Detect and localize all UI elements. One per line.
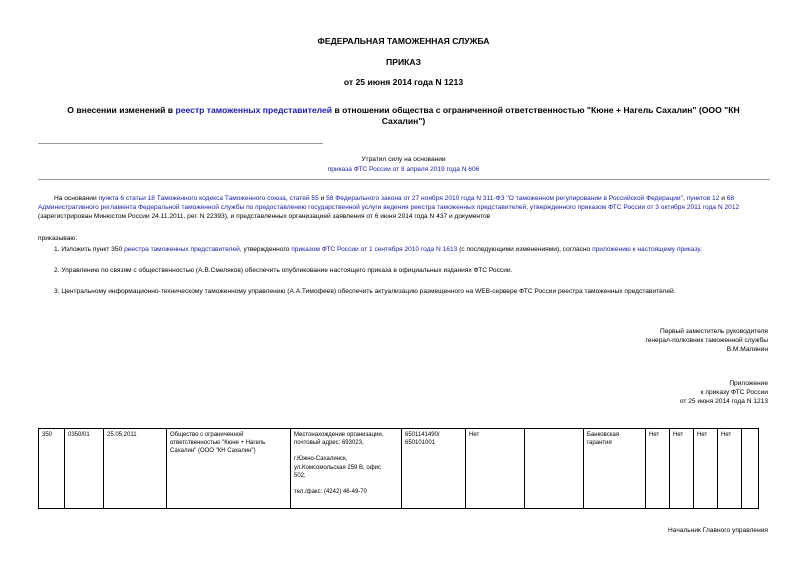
org-line: Сахалин" (ООО "КН Сахалин") [170, 448, 256, 455]
preamble-text: и [318, 195, 327, 202]
cell-organization [167, 429, 291, 509]
register-link[interactable]: реестра таможенных представителей [124, 246, 240, 253]
preamble-text: (зарегистрирован Минюстом России 24.11.2011, рег. N 22393), и представленных организацией заявления от 6 июня 2014 года N 437 и документов [38, 213, 491, 221]
divider-top [38, 143, 323, 144]
preamble-text: , [682, 195, 685, 202]
address-line: почтовый адрес: 693023, [294, 440, 364, 447]
address-line: 502; [294, 472, 306, 479]
order-item-2: 2. Управлению по связям с общественностью (А.В.Смеляков) обеспечить опубликование настоящего приказа в официальных изданиях ФТС России. [54, 267, 513, 274]
order-word: приказываю: [38, 235, 78, 242]
customs-code-link[interactable]: пункта 6 статьи 18 Таможенного кодекса Таможенного союза [98, 195, 286, 202]
admin-regulation-link[interactable]: 68 Административного регламента Федеральной таможенной службы по предоставлению государственной услуги ведения реестра таможенных представителей, утвержденного приказом ФТС России от 3 октября 2011 года N 2012 [38, 195, 740, 212]
cell-col12: Нет [694, 429, 718, 509]
address-line: Местонахождение организации, [294, 432, 384, 438]
guarantee-line: гарантия [587, 440, 612, 447]
table-row [39, 429, 759, 509]
address-line: г.Южно-Сахалинск, [294, 456, 348, 463]
cell-col7: Нет [466, 429, 525, 509]
repeal-note: Утратил силу на основании [361, 156, 446, 163]
order-item-1 [54, 245, 768, 254]
federal-law-link[interactable]: 58 Федерального закона от 27 ноября 2010 года N 311-ФЗ "О таможенном регулировании в Российской Федерации" [326, 195, 683, 202]
signature-rank: генерал-полковник таможенной службы [645, 337, 768, 345]
cell-address [291, 429, 402, 509]
agency-name: ФЕДЕРАЛЬНАЯ ТАМОЖЕННАЯ СЛУЖБА [317, 36, 490, 46]
order-item-3: 3. Центральному информационно-техническому таможенному управлению (А.А.Тимофеев) обеспечить актуализацию размещенного на WEB-сервере ФТС России реестра таможенных представителей. [54, 288, 676, 295]
title-prefix: О внесении изменений в [67, 105, 176, 115]
cell-reg-number: 0350/01 [65, 429, 104, 509]
points-12-link[interactable]: пунктов 12 [686, 195, 720, 202]
appendix-date: от 25 июня 2014 года N 1213 [679, 398, 768, 406]
document-date: от 25 июня 2014 года N 1213 [343, 77, 464, 87]
cell-guarantee [584, 429, 646, 509]
appendix-block [468, 379, 768, 407]
item-text: (с последующими изменениями), согласно [457, 246, 593, 253]
appendix-ref: к приказу ФТС России [700, 389, 768, 397]
title-suffix: в отношении общества с ограниченной ответственностью "Кюне + Нагель Сахалин" (ООО "КН [332, 105, 740, 115]
order-1613-link[interactable]: приказом ФТС России от 1 сентября 2010 года N 1613 [291, 246, 458, 253]
kpp-line: 650101001 [405, 440, 436, 447]
signature-position: Первый заместитель руководителя [659, 328, 768, 335]
cell-col13: Нет [718, 429, 742, 509]
cell-col10: Нет [646, 429, 670, 509]
registry-table [38, 428, 759, 509]
cell-number: 350 [39, 429, 65, 509]
cell-date: 25.05.2011 [104, 429, 167, 509]
item-text: . [700, 246, 702, 253]
guarantee-line: Банковская [587, 432, 620, 438]
preamble-text: и [719, 195, 727, 202]
org-line: Общество с ограниченной [170, 432, 244, 438]
divider-bottom [38, 179, 770, 180]
preamble-text: , [285, 195, 290, 202]
cell-inn-kpp [402, 429, 466, 509]
item-text: , утвержденного [239, 246, 292, 253]
preamble [38, 194, 768, 222]
document-type: ПРИКАЗ [386, 57, 421, 67]
preamble-text: На основании [54, 195, 99, 202]
inn-line: 6501141490/ [405, 432, 440, 438]
cell-col11: Нет [670, 429, 694, 509]
address-line: ул.Комсомольская 259 В, офис [294, 464, 382, 471]
articles-55-link[interactable]: статей 55 [289, 195, 319, 202]
repeal-order-link[interactable]: приказа ФТС России от 8 апреля 2019 года N 606 [327, 166, 480, 173]
document-title [0, 105, 807, 127]
item-text: 1. Изложить пункт 350 [54, 246, 125, 253]
footer-signature: Начальник Главного управления [668, 527, 768, 534]
signature-block [468, 327, 768, 355]
signature-name: В.М.Малинин [726, 346, 768, 354]
address-line: тел./факс: (4242) 46-49-70 [294, 489, 367, 496]
cell-col14 [742, 429, 759, 509]
org-line: ответственностью "Кюне + Нагель [170, 440, 266, 447]
customs-register-link[interactable]: реестр таможенных представителей [175, 105, 333, 115]
appendix-title: Приложение [729, 380, 768, 387]
cell-col8 [525, 429, 584, 509]
appendix-link[interactable]: приложению к настоящему приказу [592, 246, 701, 253]
title-line2: Сахалин") [381, 116, 426, 126]
